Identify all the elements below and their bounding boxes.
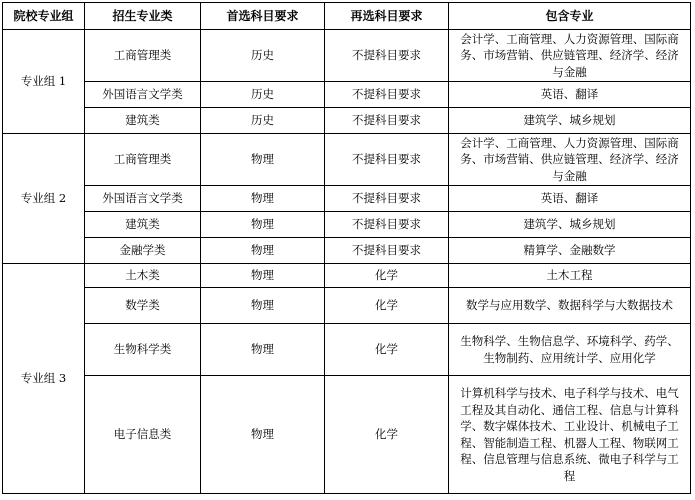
first-subject-cell: 历史 xyxy=(201,30,325,82)
category-cell: 建筑类 xyxy=(85,212,201,238)
header-majors: 包含专业 xyxy=(449,3,691,30)
first-subject-cell: 物理 xyxy=(201,376,325,494)
table-row xyxy=(3,212,691,238)
category-cell: 土木类 xyxy=(85,264,201,288)
table-row xyxy=(3,134,691,186)
table-row xyxy=(3,238,691,264)
table-row xyxy=(3,376,691,494)
header-group: 院校专业组 xyxy=(3,3,85,30)
second-subject-cell: 不提科目要求 xyxy=(325,108,449,134)
majors-cell: 建筑学、城乡规划 xyxy=(449,108,691,134)
category-cell: 工商管理类 xyxy=(85,30,201,82)
first-subject-cell: 物理 xyxy=(201,134,325,186)
second-subject-cell: 化学 xyxy=(325,288,449,324)
majors-cell: 建筑学、城乡规划 xyxy=(449,212,691,238)
second-subject-cell: 不提科目要求 xyxy=(325,30,449,82)
group-name: 专业组 3 xyxy=(3,264,85,494)
second-subject-cell: 不提科目要求 xyxy=(325,186,449,212)
first-subject-cell: 物理 xyxy=(201,324,325,376)
header-second-subject: 再选科目要求 xyxy=(325,3,449,30)
second-subject-cell: 化学 xyxy=(325,376,449,494)
admission-table xyxy=(2,2,691,494)
category-cell: 外国语言文学类 xyxy=(85,186,201,212)
second-subject-cell: 不提科目要求 xyxy=(325,238,449,264)
majors-cell: 生物科学、生物信息学、环境科学、药学、生物制药、应用统计学、应用化学 xyxy=(449,324,691,376)
table-row xyxy=(3,108,691,134)
category-cell: 外国语言文学类 xyxy=(85,82,201,108)
category-cell: 金融学类 xyxy=(85,238,201,264)
first-subject-cell: 物理 xyxy=(201,264,325,288)
majors-cell: 会计学、工商管理、人力资源管理、国际商务、市场营销、供应链管理、经济学、经济与金融 xyxy=(449,134,691,186)
first-subject-cell: 物理 xyxy=(201,212,325,238)
category-cell: 建筑类 xyxy=(85,108,201,134)
header-category: 招生专业类 xyxy=(85,3,201,30)
first-subject-cell: 物理 xyxy=(201,288,325,324)
majors-cell: 土木工程 xyxy=(449,264,691,288)
majors-cell: 会计学、工商管理、人力资源管理、国际商务、市场营销、供应链管理、经济学、经济与金融 xyxy=(449,30,691,82)
header-first-subject: 首选科目要求 xyxy=(201,3,325,30)
category-cell: 生物科学类 xyxy=(85,324,201,376)
category-cell: 数学类 xyxy=(85,288,201,324)
table-row xyxy=(3,82,691,108)
group-name: 专业组 1 xyxy=(3,30,85,134)
table-row xyxy=(3,324,691,376)
table-row xyxy=(3,264,691,288)
majors-cell: 计算机科学与技术、电子科学与技术、电气工程及其自动化、通信工程、信息与计算科学、数字媒体技术、工业设计、机械电子工程、智能制造工程、机器人工程、物联网工程、信息管理与信息系统、微电子科学与工程 xyxy=(449,376,691,494)
first-subject-cell: 历史 xyxy=(201,108,325,134)
second-subject-cell: 不提科目要求 xyxy=(325,82,449,108)
first-subject-cell: 历史 xyxy=(201,82,325,108)
second-subject-cell: 不提科目要求 xyxy=(325,212,449,238)
group-name: 专业组 2 xyxy=(3,134,85,264)
majors-cell: 数学与应用数学、数据科学与大数据技术 xyxy=(449,288,691,324)
category-cell: 电子信息类 xyxy=(85,376,201,494)
header-row xyxy=(3,3,691,30)
majors-cell: 英语、翻译 xyxy=(449,82,691,108)
first-subject-cell: 物理 xyxy=(201,238,325,264)
first-subject-cell: 物理 xyxy=(201,186,325,212)
table-row xyxy=(3,186,691,212)
category-cell: 工商管理类 xyxy=(85,134,201,186)
second-subject-cell: 化学 xyxy=(325,264,449,288)
second-subject-cell: 化学 xyxy=(325,324,449,376)
second-subject-cell: 不提科目要求 xyxy=(325,134,449,186)
table-row xyxy=(3,288,691,324)
majors-cell: 精算学、金融数学 xyxy=(449,238,691,264)
majors-cell: 英语、翻译 xyxy=(449,186,691,212)
table-row xyxy=(3,30,691,82)
